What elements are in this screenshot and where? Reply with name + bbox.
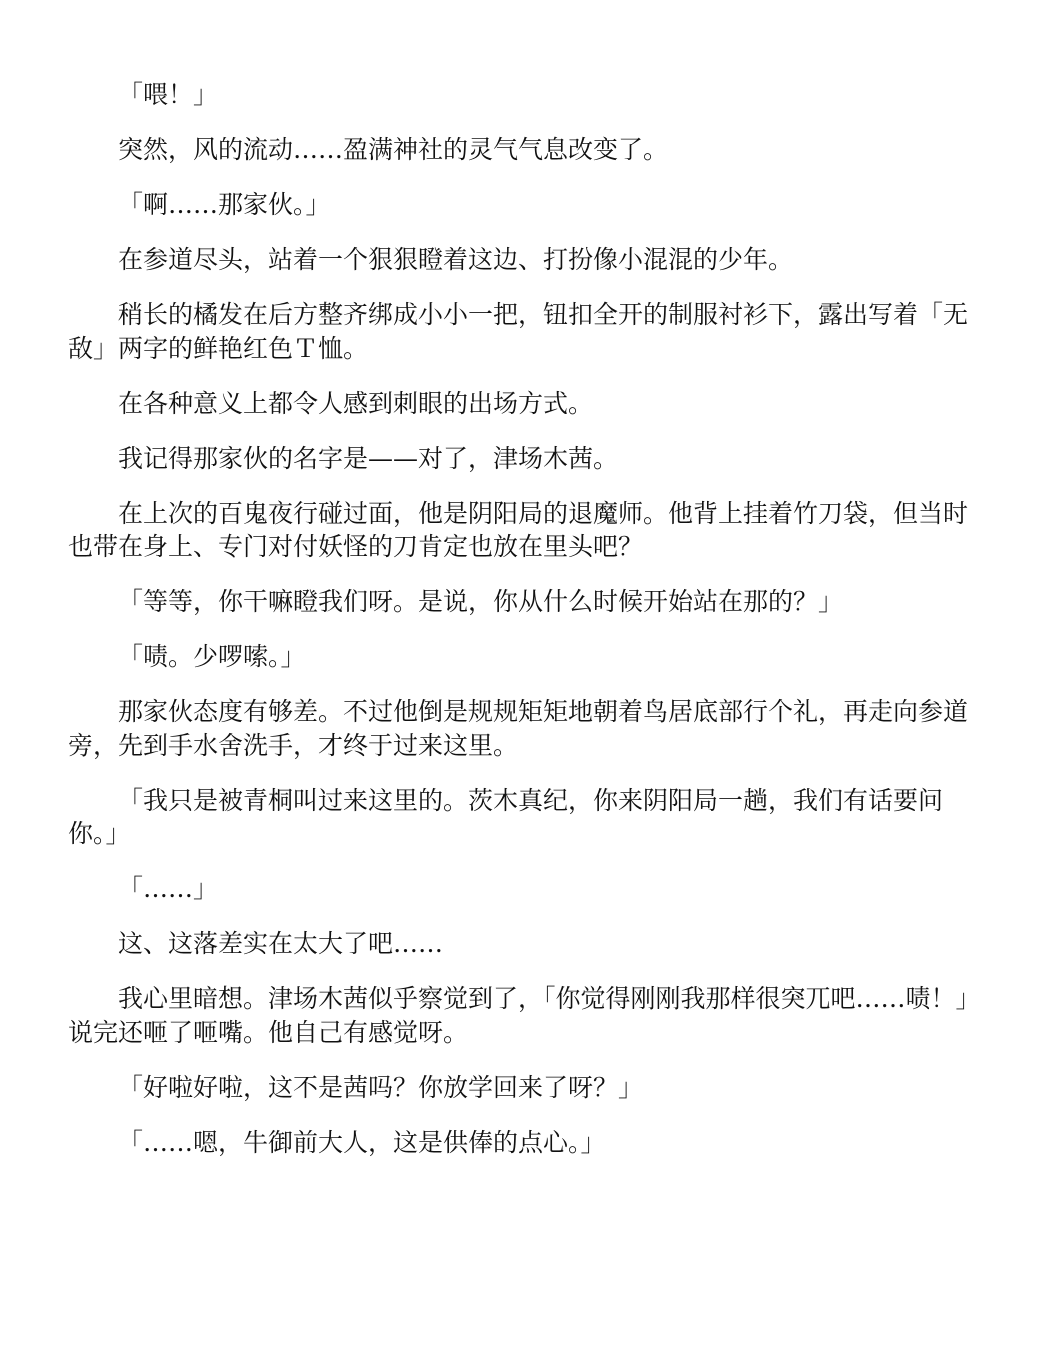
paragraph: 「等等，你干嘛瞪我们呀。是说，你从什么时候开始站在那的？」 — [118, 587, 844, 616]
paragraph: 在参道尽头，站着一个狠狠瞪着这边、打扮像小混混的少年。 — [118, 245, 794, 274]
paragraph: 我心里暗想。津场木茜似乎察觉到了，「你觉得刚刚我那样很突兀吧……啧！」说完还咂了咂嘴。他自己有感觉呀。 — [68, 984, 969, 1047]
paragraph: 稍长的橘发在后方整齐绑成小小一把，钮扣全开的制服衬衫下，露出写着「无敌」两字的鲜艳红色Ｔ恤。 — [68, 300, 969, 363]
paragraph: 「啧。少啰嗦。」 — [118, 642, 306, 671]
paragraph: 突然，风的流动……盈满神社的灵气气息改变了。 — [118, 135, 669, 164]
paragraph: 这、这落差实在太大了吧…… — [118, 929, 444, 958]
paragraph: 那家伙态度有够差。不过他倒是规规矩矩地朝着鸟居底部行个礼，再走向参道旁，先到手水舍洗手，才终于过来这里。 — [68, 697, 969, 760]
paragraph: 「啊……那家伙。」 — [118, 190, 331, 219]
paragraph: 「喂！」 — [118, 80, 219, 109]
paragraph: 「我只是被青桐叫过来这里的。茨木真纪，你来阴阳局一趟，我们有话要问你。」 — [68, 785, 944, 848]
paragraph: 「……嗯，牛御前大人，这是供俸的点心。」 — [118, 1127, 606, 1157]
paragraph: 我记得那家伙的名字是——对了，津场木茜。 — [118, 443, 619, 473]
paragraph: 在上次的百鬼夜行碰过面，他是阴阳局的退魔师。他背上挂着竹刀袋，但当时也带在身上、专门对付妖怪的刀肯定也放在里头吧？ — [68, 498, 969, 561]
document-page — [68, 78, 973, 1181]
paragraph: 在各种意义上都令人感到刺眼的出场方式。 — [118, 388, 594, 418]
paragraph: 「好啦好啦，这不是茜吗？你放学回来了呀？」 — [118, 1072, 644, 1102]
paragraph: 「……」 — [118, 874, 219, 903]
